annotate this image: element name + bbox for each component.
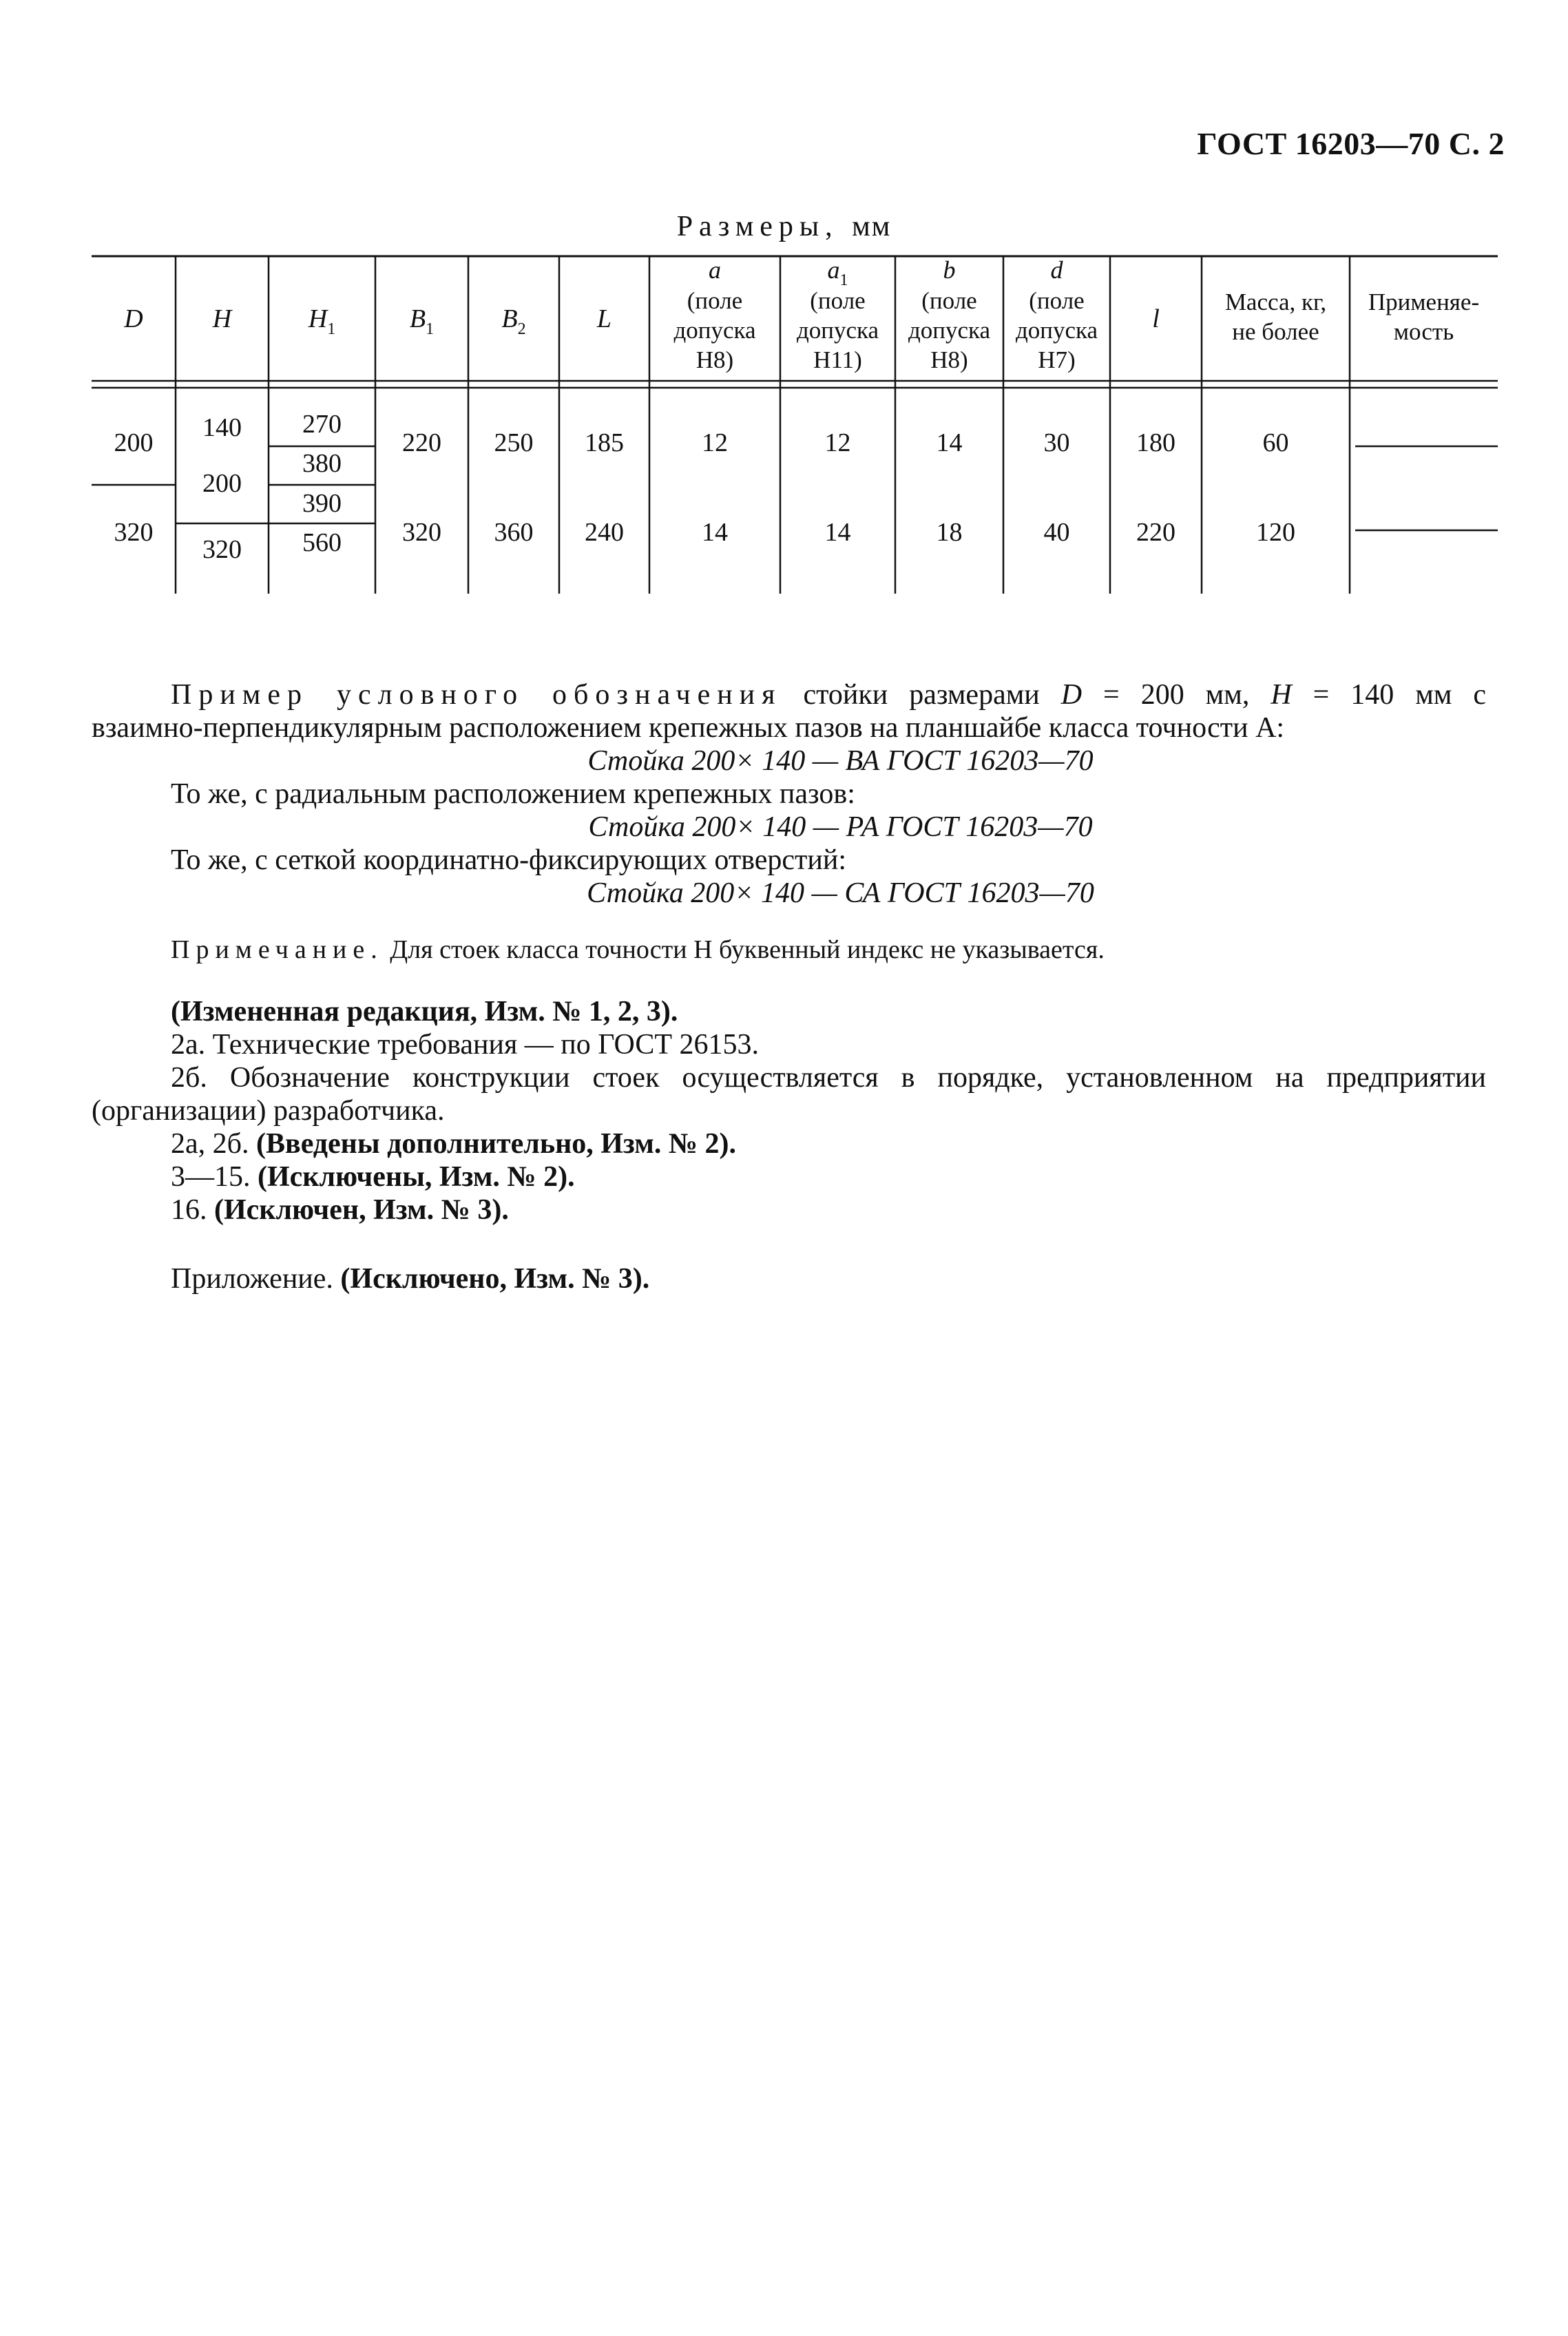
column-symbol: $a_1$ — [827, 256, 848, 289]
example-paragraph-line1 — [92, 678, 1486, 711]
column-symbol: H — [212, 304, 232, 333]
column-symbol: D — [124, 304, 143, 333]
example-label: Пример условного обозначения — [171, 679, 782, 711]
example-d-symbol: D — [1060, 679, 1083, 711]
same-radial-text: То же, с радиальным расположением крепежных пазов: — [171, 778, 855, 810]
column-header-line: не более — [1232, 318, 1319, 345]
example-text-3: = 140 мм с — [1291, 679, 1487, 711]
column-symbol: $B_1$ — [409, 304, 435, 338]
item-2b-line1: 2б. Обозначение конструкции стоек осуществляется в порядке, установленном на предприятии — [171, 1062, 1486, 1094]
cell-H: 320 — [202, 535, 242, 564]
column-header-line: (поле — [810, 287, 866, 314]
cell-a: 12 — [702, 428, 728, 457]
cell-H1: 270 — [302, 410, 342, 439]
cell-mass: 60 — [1262, 428, 1289, 457]
column-header-line: мость — [1393, 318, 1454, 345]
designation-sa: Стойка 200× 140 — СА ГОСТ 16203—70 — [587, 877, 1094, 909]
cell-L: 240 — [585, 518, 624, 547]
column-header-line: допуска — [673, 317, 756, 344]
amended-edition: (Измененная редакция, Изм. № 1, 2, 3). — [171, 996, 678, 1028]
example-text-1: стойки размерами — [782, 679, 1061, 711]
column-header-line: (поле — [921, 287, 977, 314]
cell-a: 14 — [702, 518, 728, 547]
column-symbol: d — [1050, 256, 1063, 284]
column-symbol: a — [709, 256, 721, 284]
column-header-line: (поле — [687, 287, 743, 314]
same-grid-text: То же, с сеткой координатно-фиксирующих отверстий: — [171, 844, 847, 876]
document-header: ГОСТ 16203—70 С. 2 — [1197, 126, 1505, 161]
column-header-line: Масса, кг, — [1224, 289, 1327, 315]
column-symbol: L — [596, 304, 612, 333]
column-header-line: допуска — [1015, 317, 1098, 344]
column-symbol: b — [943, 256, 956, 284]
note-text: Для стоек класса точности Н буквенный индекс не указывается. — [383, 935, 1105, 964]
cell-H1: 380 — [302, 449, 342, 478]
cell-mass: 120 — [1256, 518, 1295, 547]
item-2b-line2: (организации) разработчика. — [92, 1095, 445, 1127]
column-symbol: $B_2$ — [501, 304, 526, 338]
item-3-15-status: (Исключены, Изм. № 2). — [258, 1161, 575, 1193]
column-header-line: H7) — [1038, 346, 1076, 373]
item-2a-2b — [92, 1127, 1486, 1160]
example-text-2: = 200 мм, — [1082, 679, 1271, 711]
appendix-line — [92, 1262, 1486, 1295]
column-header-line: допуска — [908, 317, 991, 344]
cell-H1: 560 — [302, 528, 342, 557]
cell-B1: 320 — [402, 518, 441, 547]
note-label: Примечание. — [171, 935, 384, 964]
example-paragraph-line2: взаимно-перпендикулярным расположением крепежных пазов на планшайбе класса точности А: — [92, 712, 1285, 744]
item-3-15-prefix: 3—15. — [171, 1161, 258, 1193]
appendix-status: (Исключено, Изм. № 3). — [340, 1263, 650, 1295]
item-16-prefix: 16. — [171, 1194, 214, 1226]
cell-l: 220 — [1136, 518, 1175, 547]
cell-B1: 220 — [402, 428, 441, 457]
note-paragraph — [92, 933, 1486, 966]
cell-D: 320 — [114, 518, 154, 547]
cell-H1: 390 — [302, 489, 342, 518]
cell-a1: 14 — [824, 518, 851, 547]
caption-unit: мм — [852, 211, 892, 242]
column-header-line: (поле — [1029, 287, 1085, 314]
item-3-15 — [92, 1160, 1486, 1193]
appendix-prefix: Приложение. — [171, 1263, 341, 1295]
item-2a-2b-status: (Введены дополнительно, Изм. № 2). — [256, 1128, 737, 1160]
item-2a: 2а. Технические требования — по ГОСТ 26153. — [171, 1029, 760, 1061]
cell-H: 140 — [202, 413, 242, 442]
designation-ba: Стойка 200× 140 — ВА ГОСТ 16203—70 — [587, 745, 1094, 777]
column-header-line: H8) — [930, 346, 968, 373]
cell-b: 18 — [936, 518, 963, 547]
cell-a1: 12 — [824, 428, 851, 457]
cell-B2: 250 — [494, 428, 534, 457]
designation-ra: Стойка 200× 140 — РА ГОСТ 16203—70 — [588, 811, 1093, 843]
column-header-line: H11) — [813, 346, 862, 373]
cell-D: 200 — [114, 428, 154, 457]
cell-d: 30 — [1043, 428, 1070, 457]
column-symbol: l — [1152, 304, 1160, 333]
column-header-line: Применяе- — [1368, 289, 1480, 315]
body-text — [92, 678, 1486, 1295]
item-16-status: (Исключен, Изм. № 3). — [214, 1194, 509, 1226]
item-16 — [92, 1193, 1486, 1227]
column-symbol: $H_1$ — [308, 304, 336, 338]
caption-text: Размеры, — [676, 211, 839, 242]
cell-B2: 360 — [494, 518, 534, 547]
cell-d: 40 — [1043, 518, 1070, 547]
cell-l: 180 — [1136, 428, 1175, 457]
dimensions-table — [0, 0, 1568, 620]
example-h-symbol: H — [1271, 679, 1292, 711]
column-header-line: допуска — [796, 317, 879, 344]
cell-L: 185 — [585, 428, 624, 457]
cell-H: 200 — [202, 469, 242, 498]
item-2a-2b-prefix: 2а, 2б. — [171, 1128, 257, 1160]
cell-b: 14 — [936, 428, 963, 457]
column-header-line: H8) — [696, 346, 734, 373]
